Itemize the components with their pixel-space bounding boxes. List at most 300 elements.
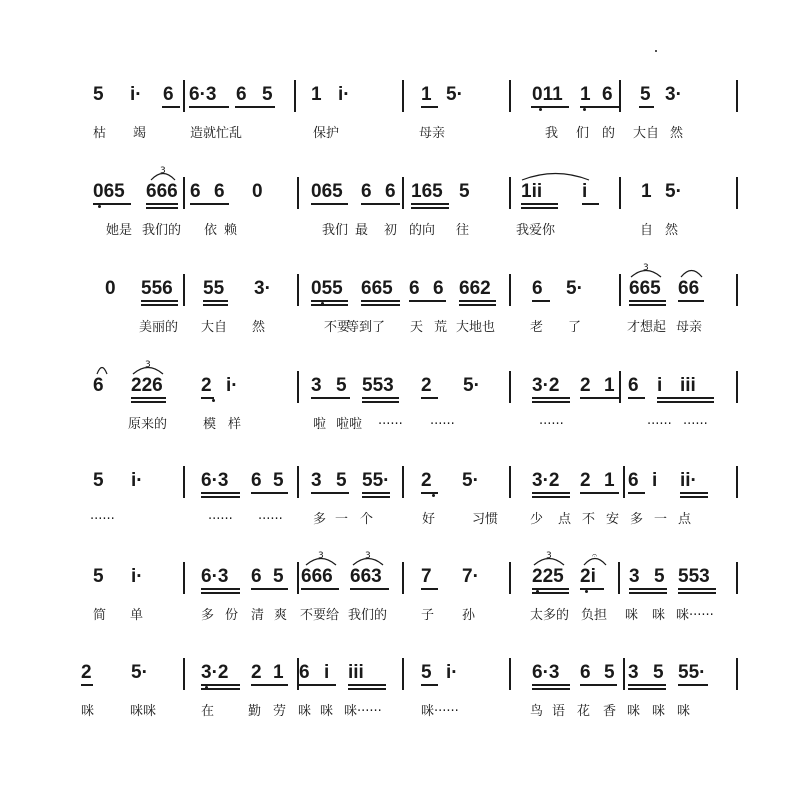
- lyric-syllable: 负担: [581, 608, 608, 623]
- jianpu-note: 3·: [254, 278, 271, 299]
- beam-underline: [580, 588, 604, 590]
- lyric-syllable: 我们的: [142, 223, 182, 238]
- jianpu-note: 5: [273, 566, 284, 587]
- beam-underline: [580, 106, 619, 108]
- lyric-syllable: 她是: [106, 223, 133, 238]
- beam-underline: [235, 106, 275, 108]
- jianpu-note: i·: [131, 470, 143, 491]
- beam-underline: [532, 684, 570, 686]
- beam-underline: [421, 397, 438, 399]
- beam-underline: [141, 304, 178, 306]
- jianpu-note: 2: [201, 375, 212, 396]
- jianpu-note: 0: [252, 181, 263, 202]
- beam-underline: [251, 588, 288, 590]
- jianpu-note: 7·: [462, 566, 479, 587]
- beam-underline: [361, 203, 400, 205]
- beam-underline: [532, 492, 570, 494]
- lyric-syllable: 咪······: [421, 704, 459, 719]
- barline: [183, 466, 185, 498]
- beam-underline: [532, 397, 570, 399]
- lyric-syllable: 竭: [133, 126, 147, 141]
- beam-underline: [203, 304, 228, 306]
- lyric-syllable: 模: [203, 417, 217, 432]
- triplet-mark: 3: [643, 263, 649, 273]
- lyric-syllable: 啦: [313, 417, 327, 432]
- jianpu-note: i·: [446, 662, 458, 683]
- lyric-syllable: 往: [456, 223, 470, 238]
- beam-underline: [532, 401, 570, 403]
- lyric-syllable: 的: [602, 126, 616, 141]
- jianpu-note: 665: [629, 278, 661, 299]
- jianpu-note: 5: [93, 84, 104, 105]
- octave-dot: [205, 686, 208, 689]
- lyric-syllable: 不: [582, 512, 596, 527]
- beam-underline: [311, 203, 348, 205]
- beam-underline: [639, 106, 654, 108]
- triplet-mark: 3: [145, 360, 151, 370]
- octave-dot: [583, 108, 586, 111]
- lyric-syllable: 母亲: [676, 320, 703, 335]
- jianpu-note: 6: [299, 662, 310, 683]
- jianpu-note: 5: [93, 566, 104, 587]
- jianpu-note: 5·: [131, 662, 148, 683]
- jianpu-note: 6: [190, 181, 201, 202]
- lyric-syllable: 大地也: [456, 320, 496, 335]
- lyric-syllable: 等到了: [346, 320, 386, 335]
- jianpu-note: 226: [131, 375, 163, 396]
- barline: [619, 371, 621, 403]
- beam-underline: [146, 203, 178, 205]
- lyric-syllable: 咪: [298, 704, 312, 719]
- beam-underline: [629, 304, 666, 306]
- lyric-syllable: 多: [630, 512, 644, 527]
- lyric-syllable: 清: [251, 608, 265, 623]
- jianpu-note: 225: [532, 566, 564, 587]
- lyric-syllable: 子: [421, 608, 435, 623]
- barline: [619, 274, 621, 306]
- lyric-syllable: 然: [670, 126, 684, 141]
- beam-underline: [628, 397, 645, 399]
- barline: [402, 466, 404, 498]
- beam-underline: [532, 300, 550, 302]
- lyric-syllable: 咪: [652, 704, 666, 719]
- lyric-syllable: 了: [568, 320, 582, 335]
- beam-underline: [201, 592, 240, 594]
- lyric-syllable: 勤: [248, 704, 262, 719]
- jianpu-note: 6·3: [532, 662, 560, 683]
- lyric-syllable: ······: [539, 417, 564, 432]
- jianpu-note: 5·: [566, 278, 583, 299]
- jianpu-note: i·: [226, 375, 238, 396]
- jianpu-note: 011: [532, 84, 563, 105]
- jianpu-note: 3·: [665, 84, 682, 105]
- jianpu-note: 55: [203, 278, 225, 299]
- lyric-syllable: 咪: [677, 704, 691, 719]
- beam-underline: [532, 496, 570, 498]
- jianpu-note: 5·: [463, 375, 480, 396]
- jianpu-note: i·: [130, 84, 142, 105]
- jianpu-note: 6: [409, 278, 420, 299]
- barline: [297, 371, 299, 403]
- beam-underline: [251, 492, 288, 494]
- lyric-syllable: 不要: [324, 320, 351, 335]
- octave-dot: [536, 590, 539, 593]
- beam-underline: [459, 304, 496, 306]
- octave-dot: [212, 399, 215, 402]
- lyric-syllable: 少: [530, 512, 544, 527]
- beam-underline: [362, 401, 399, 403]
- lyric-syllable: 香: [603, 704, 617, 719]
- barline: [509, 274, 511, 306]
- lyric-syllable: 咪······: [344, 704, 382, 719]
- lyric-syllable: 老: [530, 320, 544, 335]
- beam-underline: [680, 496, 708, 498]
- lyric-syllable: 荒: [434, 320, 448, 335]
- beam-underline: [678, 300, 704, 302]
- jianpu-note: 553: [362, 375, 394, 396]
- barline: [736, 274, 738, 306]
- jianpu-note: 1: [580, 84, 591, 105]
- triplet-mark: 𝄐: [592, 551, 598, 561]
- beam-underline: [350, 588, 389, 590]
- lyric-syllable: 样: [228, 417, 242, 432]
- beam-underline: [629, 592, 667, 594]
- barline: [509, 466, 511, 498]
- jianpu-note: 2: [580, 470, 591, 491]
- beam-underline: [580, 684, 617, 686]
- beam-underline: [311, 304, 348, 306]
- jianpu-note: 5: [459, 181, 470, 202]
- lyric-syllable: 在: [201, 704, 215, 719]
- lyric-syllable: 大自: [633, 126, 660, 141]
- beam-underline: [201, 492, 240, 494]
- lyric-syllable: 母亲: [419, 126, 446, 141]
- jianpu-note: 5: [93, 470, 104, 491]
- jianpu-note: 2: [81, 662, 92, 683]
- jianpu-note: 6: [628, 375, 639, 396]
- jianpu-note: 5: [273, 470, 284, 491]
- jianpu-note: 6: [580, 662, 591, 683]
- beam-underline: [657, 397, 714, 399]
- page-speck: [655, 50, 657, 52]
- jianpu-note: 6: [602, 84, 613, 105]
- jianpu-note: 6·3: [201, 470, 229, 491]
- lyric-syllable: 然: [252, 320, 266, 335]
- jianpu-note: 6: [236, 84, 247, 105]
- lyric-syllable: 咪: [320, 704, 334, 719]
- lyric-syllable: 单: [130, 608, 144, 623]
- lyric-syllable: 习惯: [472, 512, 499, 527]
- lyric-syllable: 枯: [93, 126, 107, 141]
- beam-underline: [628, 684, 666, 686]
- jianpu-note: 6: [433, 278, 444, 299]
- lyric-syllable: 保护: [313, 126, 340, 141]
- jianpu-note: iii: [680, 375, 696, 396]
- beam-underline: [311, 492, 349, 494]
- beam-underline: [421, 588, 438, 590]
- beam-underline: [421, 106, 438, 108]
- lyric-syllable: 安: [606, 512, 620, 527]
- lyric-syllable: 简: [93, 608, 107, 623]
- barline: [183, 177, 185, 209]
- lyric-syllable: 个: [360, 512, 374, 527]
- lyric-syllable: 然: [665, 223, 679, 238]
- barline: [297, 466, 299, 498]
- beam-underline: [628, 688, 666, 690]
- beam-underline: [362, 496, 390, 498]
- jianpu-note: 065: [311, 181, 343, 202]
- lyric-syllable: 们: [576, 126, 590, 141]
- beam-underline: [361, 300, 400, 302]
- beam-underline: [657, 401, 714, 403]
- jianpu-note: 5: [336, 375, 347, 396]
- jianpu-note: 6: [532, 278, 543, 299]
- barline: [183, 80, 185, 112]
- beam-underline: [411, 203, 449, 205]
- jianpu-note: 1: [604, 375, 615, 396]
- jianpu-note: 1: [641, 181, 652, 202]
- jianpu-note: 1: [421, 84, 432, 105]
- jianpu-note: i: [657, 375, 663, 396]
- barline: [623, 466, 625, 498]
- lyric-syllable: 原来的: [128, 417, 168, 432]
- jianpu-note: 0: [105, 278, 116, 299]
- beam-underline: [580, 492, 619, 494]
- jianpu-note: 6: [163, 84, 174, 105]
- beam-underline: [81, 684, 93, 686]
- beam-underline: [409, 300, 446, 302]
- jianpu-note: 1ii: [521, 181, 543, 202]
- lyric-syllable: 咪······: [676, 608, 714, 623]
- octave-dot: [432, 494, 435, 497]
- lyric-syllable: 咪咪: [130, 704, 157, 719]
- lyric-syllable: 份: [225, 608, 239, 623]
- jianpu-note: 5: [653, 662, 664, 683]
- barline: [736, 466, 738, 498]
- barline: [402, 80, 404, 112]
- jianpu-note: 5: [640, 84, 651, 105]
- lyric-syllable: 我们: [322, 223, 349, 238]
- lyric-syllable: 花: [577, 704, 591, 719]
- barline: [183, 658, 185, 690]
- barline: [736, 177, 738, 209]
- slur-arc: [96, 363, 108, 375]
- jianpu-note: 3·2: [532, 470, 560, 491]
- lyric-syllable: 点: [558, 512, 572, 527]
- barline: [402, 658, 404, 690]
- lyric-syllable: 我: [545, 126, 559, 141]
- barline: [297, 562, 299, 594]
- jianpu-note: 2: [421, 470, 432, 491]
- beam-underline: [521, 207, 558, 209]
- lyric-syllable: 美丽的: [139, 320, 179, 335]
- jianpu-note: 553: [678, 566, 710, 587]
- barline: [509, 371, 511, 403]
- beam-underline: [361, 304, 400, 306]
- lyric-syllable: 太多的: [530, 608, 570, 623]
- beam-underline: [190, 203, 229, 205]
- beam-underline: [532, 688, 570, 690]
- beam-underline: [311, 300, 348, 302]
- jianpu-note: 3: [311, 375, 322, 396]
- triplet-mark: 3: [160, 166, 166, 176]
- lyric-syllable: 啦啦: [336, 417, 363, 432]
- jianpu-note: 065: [93, 181, 125, 202]
- barline: [623, 658, 625, 690]
- jianpu-note: i: [324, 662, 330, 683]
- lyric-syllable: 才想起: [627, 320, 667, 335]
- jianpu-note: 66: [678, 278, 700, 299]
- lyric-syllable: 劳: [273, 704, 287, 719]
- lyric-syllable: 多: [313, 512, 327, 527]
- beam-underline: [189, 106, 229, 108]
- lyric-syllable: 一: [654, 512, 668, 527]
- lyric-syllable: 最: [355, 223, 369, 238]
- beam-underline: [162, 106, 180, 108]
- lyric-syllable: 我们的: [348, 608, 388, 623]
- jianpu-note: 5·: [446, 84, 463, 105]
- triplet-mark: 3: [365, 551, 371, 561]
- barline: [402, 562, 404, 594]
- beam-underline: [348, 684, 386, 686]
- jianpu-note: iii: [348, 662, 364, 683]
- jianpu-note: 1: [604, 470, 615, 491]
- beam-underline: [678, 588, 716, 590]
- barline: [297, 177, 299, 209]
- barline: [509, 658, 511, 690]
- beam-underline: [421, 684, 438, 686]
- slur-arc: [521, 169, 590, 181]
- barline: [619, 80, 621, 112]
- jianpu-note: 2: [580, 375, 591, 396]
- lyric-syllable: 咪: [627, 704, 641, 719]
- beam-underline: [362, 492, 390, 494]
- jianpu-note: i·: [131, 566, 143, 587]
- octave-dot: [98, 205, 101, 208]
- barline: [736, 371, 738, 403]
- lyric-syllable: 爽: [274, 608, 288, 623]
- jianpu-note: 055: [311, 278, 343, 299]
- jianpu-note: i: [582, 181, 588, 202]
- lyric-syllable: 语: [552, 704, 566, 719]
- beam-underline: [146, 207, 178, 209]
- jianpu-note: 662: [459, 278, 491, 299]
- lyric-syllable: ······: [208, 512, 233, 527]
- lyric-syllable: 一: [335, 512, 349, 527]
- barline: [509, 80, 511, 112]
- beam-underline: [580, 397, 619, 399]
- jianpu-note: 5: [262, 84, 273, 105]
- lyric-syllable: 依: [204, 223, 218, 238]
- lyric-syllable: ······: [90, 512, 115, 527]
- jianpu-note: 5·: [665, 181, 682, 202]
- lyric-syllable: 我爱你: [516, 223, 556, 238]
- lyric-syllable: 咪: [81, 704, 95, 719]
- jianpu-note: 6: [251, 470, 262, 491]
- jianpu-note: 666: [301, 566, 333, 587]
- jianpu-note: 663: [350, 566, 382, 587]
- triplet-mark: 3: [318, 551, 324, 561]
- jianpu-note: 55·: [362, 470, 390, 491]
- jianpu-note: 7: [421, 566, 432, 587]
- lyric-syllable: ······: [378, 417, 403, 432]
- barline: [618, 562, 620, 594]
- beam-underline: [362, 397, 399, 399]
- lyric-syllable: 赖: [224, 223, 238, 238]
- barline: [509, 177, 511, 209]
- lyric-syllable: ······: [430, 417, 455, 432]
- jianpu-note: i: [652, 470, 658, 491]
- jianpu-note: 55·: [678, 662, 706, 683]
- beam-underline: [311, 397, 350, 399]
- jianpu-note: 6·3: [189, 84, 217, 105]
- jianpu-note: 666: [146, 181, 178, 202]
- lyric-syllable: 点: [678, 512, 692, 527]
- jianpu-note: 3: [629, 566, 640, 587]
- jianpu-note: i·: [338, 84, 350, 105]
- barline: [183, 274, 185, 306]
- octave-dot: [321, 302, 324, 305]
- beam-underline: [348, 688, 386, 690]
- lyric-syllable: 自: [640, 223, 654, 238]
- lyric-syllable: ······: [647, 417, 672, 432]
- beam-underline: [459, 300, 496, 302]
- lyric-syllable: 造就忙乱: [190, 126, 243, 141]
- jianpu-note: 3·2: [201, 662, 229, 683]
- jianpu-note: 2i: [580, 566, 596, 587]
- beam-underline: [680, 492, 708, 494]
- barline: [294, 80, 296, 112]
- lyric-syllable: 多: [201, 608, 215, 623]
- beam-underline: [629, 588, 667, 590]
- lyric-syllable: 咪: [652, 608, 666, 623]
- jianpu-note: 556: [141, 278, 173, 299]
- jianpu-note: 6: [251, 566, 262, 587]
- jianpu-note: 6·3: [201, 566, 229, 587]
- lyric-syllable: 不要给: [300, 608, 340, 623]
- jianpu-note: 6: [385, 181, 396, 202]
- lyric-syllable: 咪: [625, 608, 639, 623]
- jianpu-note: 665: [361, 278, 393, 299]
- barline: [297, 274, 299, 306]
- beam-underline: [678, 684, 708, 686]
- barline: [736, 80, 738, 112]
- lyric-syllable: ······: [683, 417, 708, 432]
- beam-underline: [421, 492, 438, 494]
- jianpu-note: 1: [311, 84, 322, 105]
- jianpu-note: 2: [421, 375, 432, 396]
- beam-underline: [629, 300, 666, 302]
- beam-underline: [203, 300, 228, 302]
- barline: [509, 562, 511, 594]
- jianpu-note: 3: [311, 470, 322, 491]
- jianpu-note: 5: [604, 662, 615, 683]
- jianpu-note: 5: [654, 566, 665, 587]
- lyric-syllable: ······: [258, 512, 283, 527]
- lyric-syllable: 的向: [409, 223, 436, 238]
- jianpu-note: 5: [336, 470, 347, 491]
- beam-underline: [141, 300, 178, 302]
- lyric-syllable: 鸟: [530, 704, 544, 719]
- jianpu-note: 6: [93, 375, 104, 396]
- jianpu-note: ii·: [680, 470, 697, 491]
- barline: [183, 562, 185, 594]
- beam-underline: [301, 588, 339, 590]
- beam-underline: [531, 106, 569, 108]
- barline: [736, 658, 738, 690]
- triplet-mark: 3: [546, 551, 552, 561]
- octave-dot: [539, 108, 542, 111]
